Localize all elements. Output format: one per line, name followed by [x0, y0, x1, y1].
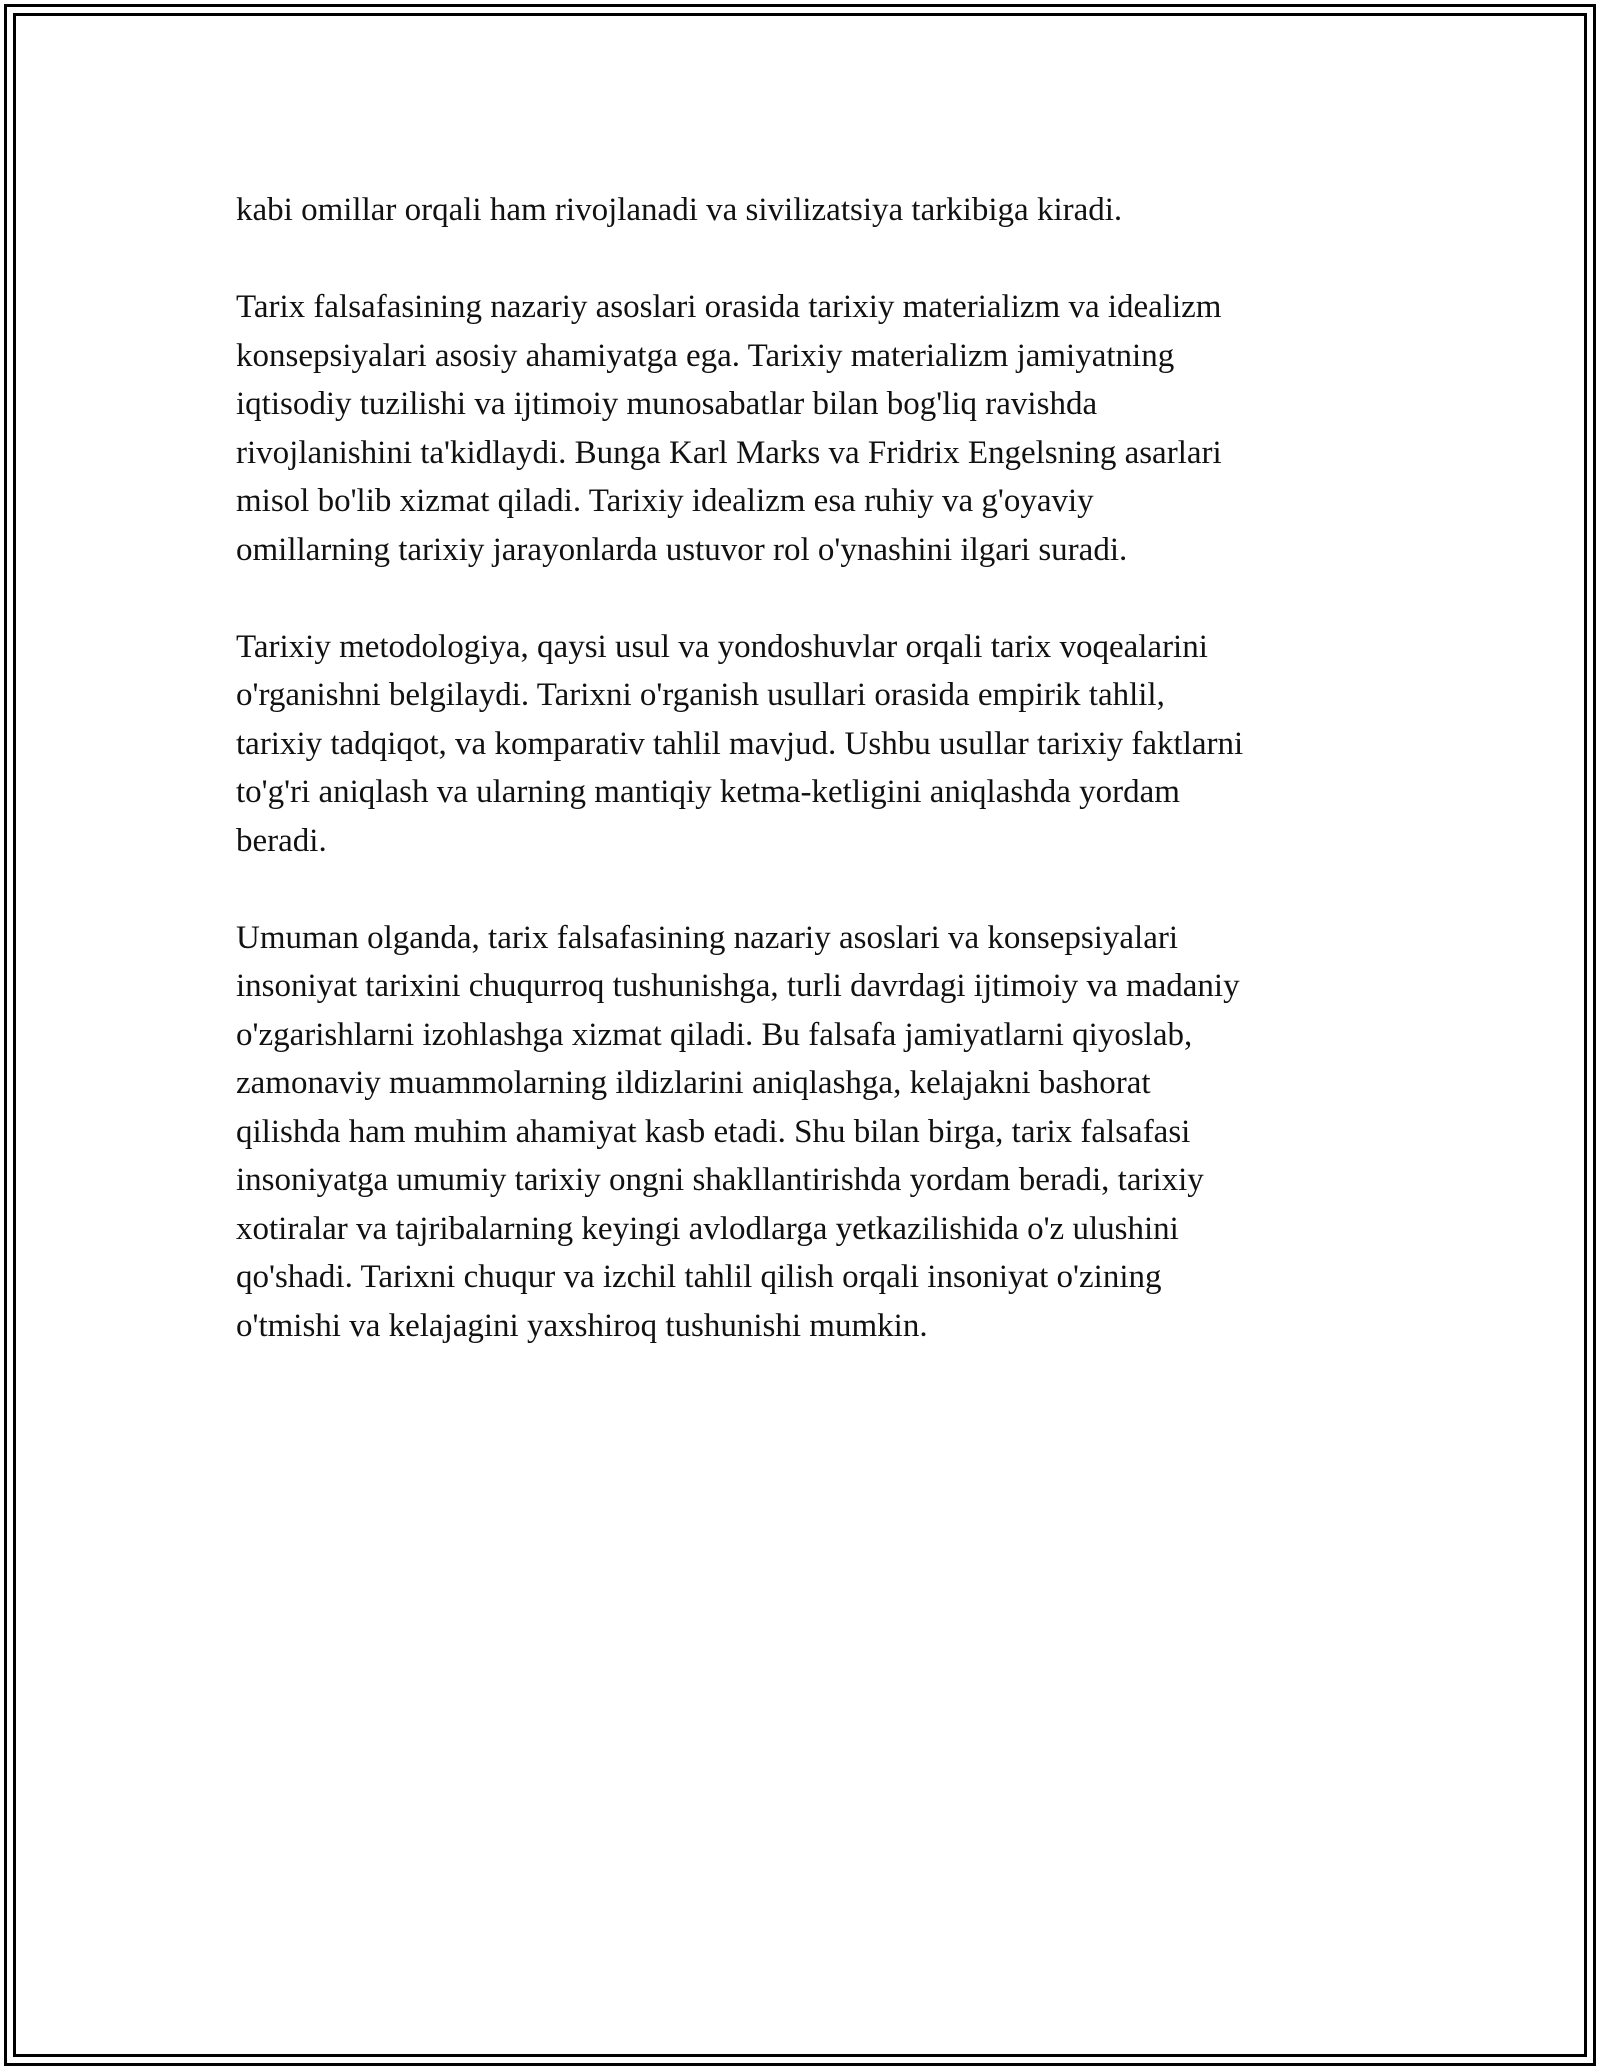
text-line: insoniyatga umumiy tarixiy ongni shakllantirishda yordam beradi, tarixiy: [236, 1162, 1204, 1198]
paragraph-4: [236, 914, 1366, 1351]
paragraph-3: [236, 623, 1366, 866]
text-line: o'rganishni belgilaydi. Tarixni o'rganish usullari orasida empirik tahlil,: [236, 677, 1165, 713]
text-line: Tarixiy metodologiya, qaysi usul va yondoshuvlar orqali tarix voqealarini: [236, 628, 1208, 665]
text-line: Umuman olganda, tarix falsafasining nazariy asoslari va konsepsiyalari: [236, 919, 1179, 956]
text-line: kabi omillar orqali ham rivojlanadi va sivilizatsiya tarkibiga kiradi.: [236, 192, 1123, 228]
text-line: omillarning tarixiy jarayonlarda ustuvor rol o'ynashini ilgari suradi.: [236, 531, 1128, 568]
text-line: to'g'ri aniqlash va ularning mantiqiy ketma-ketligini aniqlashda yordam: [236, 774, 1180, 810]
text-line: qilishda ham muhim ahamiyat kasb etadi. Shu bilan birga, tarix falsafasi: [236, 1113, 1191, 1150]
text-line: beradi.: [236, 822, 327, 859]
text-line: Tarix falsafasining nazariy asoslari orasida tarixiy materializm va idealizm: [236, 289, 1222, 325]
paragraph-1: [236, 186, 1366, 235]
paragraph-2: [236, 283, 1366, 574]
text-line: misol bo'lib xizmat qiladi. Tarixiy idealizm esa ruhiy va g'oyaviy: [236, 483, 1094, 519]
text-line: qo'shadi. Tarixni chuqur va izchil tahlil qilish orqali insoniyat o'zining: [236, 1259, 1162, 1295]
text-line: tarixiy tadqiqot, va komparativ tahlil mavjud. Ushbu usullar tarixiy faktlarni: [236, 725, 1244, 762]
text-line: insoniyat tarixini chuqurroq tushunishga, turli davrdagi ijtimoiy va madaniy: [236, 968, 1240, 1004]
text-line: o'tmishi va kelajagini yaxshiroq tushunishi mumkin.: [236, 1307, 928, 1344]
document-body: [236, 186, 1366, 1399]
text-line: o'zgarishlarni izohlashga xizmat qiladi. Bu falsafa jamiyatlarni qiyoslab,: [236, 1016, 1193, 1053]
text-line: iqtisodiy tuzilishi va ijtimoiy munosabatlar bilan bog'liq ravishda: [236, 386, 1098, 422]
text-line: konsepsiyalari asosiy ahamiyatga ega. Tarixiy materializm jamiyatning: [236, 337, 1175, 374]
text-line: zamonaviy muammolarning ildizlarini aniqlashga, kelajakni bashorat: [236, 1065, 1151, 1101]
text-line: rivojlanishini ta'kidlaydi. Bunga Karl Marks va Fridrix Engelsning asarlari: [236, 434, 1222, 471]
text-line: xotiralar va tajribalarning keyingi avlodlarga yetkazilishida o'z ulushini: [236, 1210, 1179, 1247]
